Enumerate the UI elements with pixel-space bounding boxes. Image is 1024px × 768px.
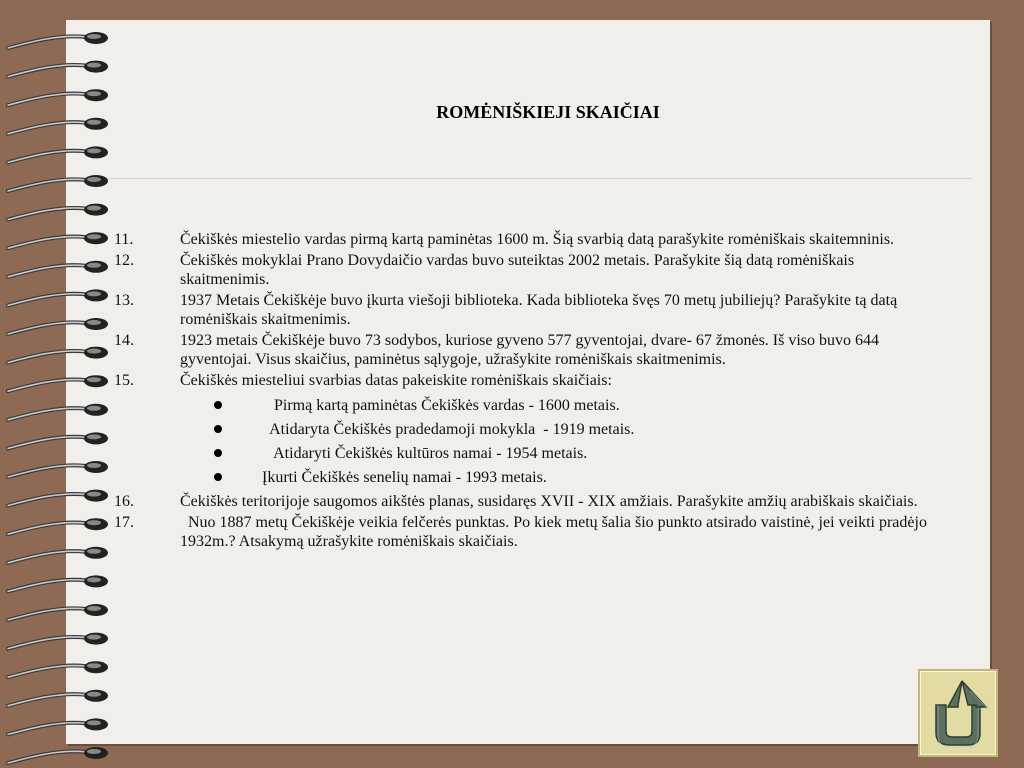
item-text: Čekiškės teritorijoje saugomos aikštės planas, susidaręs XVII - XIX amžiais. Parašykite amžių arabiškais skaičiais.	[180, 493, 918, 510]
list-item-15	[114, 371, 934, 390]
bullet-item	[114, 465, 934, 489]
item-text: 1923 metais Čekiškėje buvo 73 sodybos, kuriose gyveno 577 gyventojai, dvare- 67 žmonės. Iš viso buvo 644 gyventojai. Visus skaičius, paminėtus sąlygoje, užrašykite romėniškais skaitmenimis.	[180, 332, 880, 368]
list-item-11	[114, 230, 934, 249]
bullet-item	[114, 393, 934, 417]
task-list	[114, 230, 934, 551]
bullet-text: Įkurti Čekiškės senelių namai - 1993 metais.	[262, 468, 547, 486]
item-text: Nuo 1887 metų Čekiškėje veikia felčerės punktas. Po kiek metų šalia šio punkto atsirado vaistinė, jei veikti pradėjo 1932m.? Atsakymą užrašykite romėniškais skaičiais.	[180, 514, 931, 550]
bullet-dot-icon	[214, 473, 222, 481]
spiral-binding-icon	[0, 0, 130, 768]
list-item-14	[114, 331, 934, 369]
item-text: Čekiškės mokyklai Prano Dovydaičio vardas buvo suteiktas 2002 metais. Parašykite šią datą romėniškais skaitmenimis.	[180, 252, 855, 288]
bullet-dot-icon	[214, 401, 222, 409]
item-text: Čekiškės miestelio vardas pirmą kartą paminėtas 1600 m. Šią svarbią datą parašykite romėniškais skaitemninis.	[180, 231, 895, 248]
list-item-16	[114, 492, 934, 511]
item-text: 1937 Metais Čekiškėje buvo įkurta viešoji biblioteka. Kada biblioteka švęs 70 metų jubiliejų? Parašykite tą datą romėniškais skaitmenimis.	[180, 292, 898, 328]
bullet-dot-icon	[214, 449, 222, 457]
bullet-item	[114, 441, 934, 465]
item-number: 11.	[114, 231, 134, 248]
item-number: 14.	[114, 332, 134, 349]
bullet-text: Atidaryti Čekiškės kultūros namai - 1954 metais.	[266, 444, 588, 462]
title-divider	[66, 178, 972, 179]
return-button[interactable]	[918, 669, 998, 757]
return-arrow-icon	[920, 671, 996, 755]
item-number: 16.	[114, 493, 134, 510]
item-text: Čekiškės miesteliui svarbias datas pakeiskite romėniškais skaičiais:	[180, 372, 612, 389]
bullet-item	[114, 417, 934, 441]
item-number: 17.	[114, 514, 134, 531]
bullet-text: Pirmą kartą paminėtas Čekiškės vardas - 1600 metais.	[266, 396, 620, 414]
list-item-13	[114, 291, 934, 329]
list-item-12	[114, 251, 934, 289]
list-item-17	[114, 513, 934, 551]
bullet-dot-icon	[214, 425, 222, 433]
item-number: 13.	[114, 292, 134, 309]
bullet-text: Atidaryta Čekiškės pradedamoji mokykla - 1919 metais.	[266, 420, 635, 438]
page-title: ROMĖNIŠKIEJI SKAIČIAI	[436, 102, 660, 122]
bullet-list	[114, 393, 934, 489]
item-number: 15.	[114, 372, 134, 389]
item-number: 12.	[114, 252, 134, 269]
